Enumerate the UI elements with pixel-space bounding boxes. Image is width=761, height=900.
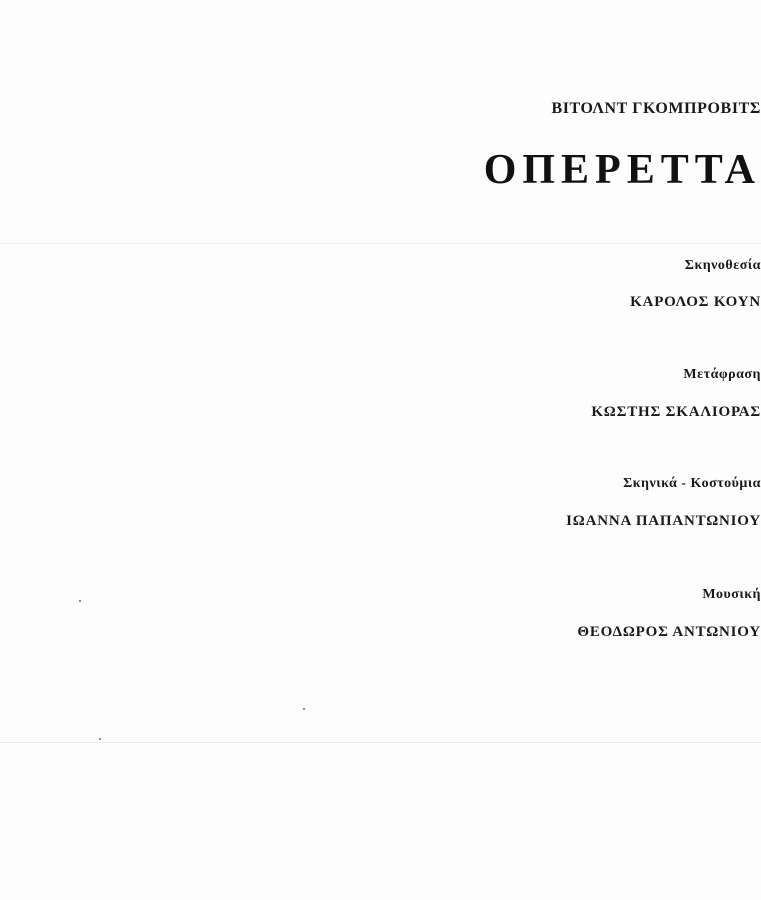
credit-role-direction: Σκηνοθεσία: [684, 258, 761, 273]
scan-speck: [99, 738, 101, 740]
credit-name-composer: ΘΕΟΔΩΡΟΣ ΑΝΤΩΝΙΟΥ: [577, 624, 761, 640]
scan-speck: [79, 600, 81, 602]
credit-name-director: ΚΑΡΟΛΟΣ ΚΟΥΝ: [630, 294, 761, 310]
fold-line-top: [0, 243, 761, 244]
credit-role-sets-costumes: Σκηνικά - Κοστούμια: [623, 476, 761, 491]
author-name: ΒΙΤΟΛΝΤ ΓΚΟΜΠΡΟΒΙΤΣ: [551, 100, 761, 117]
credit-role-translation: Μετάφραση: [683, 367, 761, 382]
credit-name-designer: ΙΩΑΝΝΑ ΠΑΠΑΝΤΩΝΙΟΥ: [566, 513, 761, 529]
credit-role-music: Μουσική: [702, 587, 761, 602]
play-title: ΟΠΕΡΕΤΤΑ: [483, 147, 761, 193]
credit-name-translator: ΚΩΣΤΗΣ ΣΚΑΛΙΟΡΑΣ: [591, 404, 761, 420]
scan-speck: [303, 708, 305, 710]
fold-line-bottom: [0, 742, 761, 743]
